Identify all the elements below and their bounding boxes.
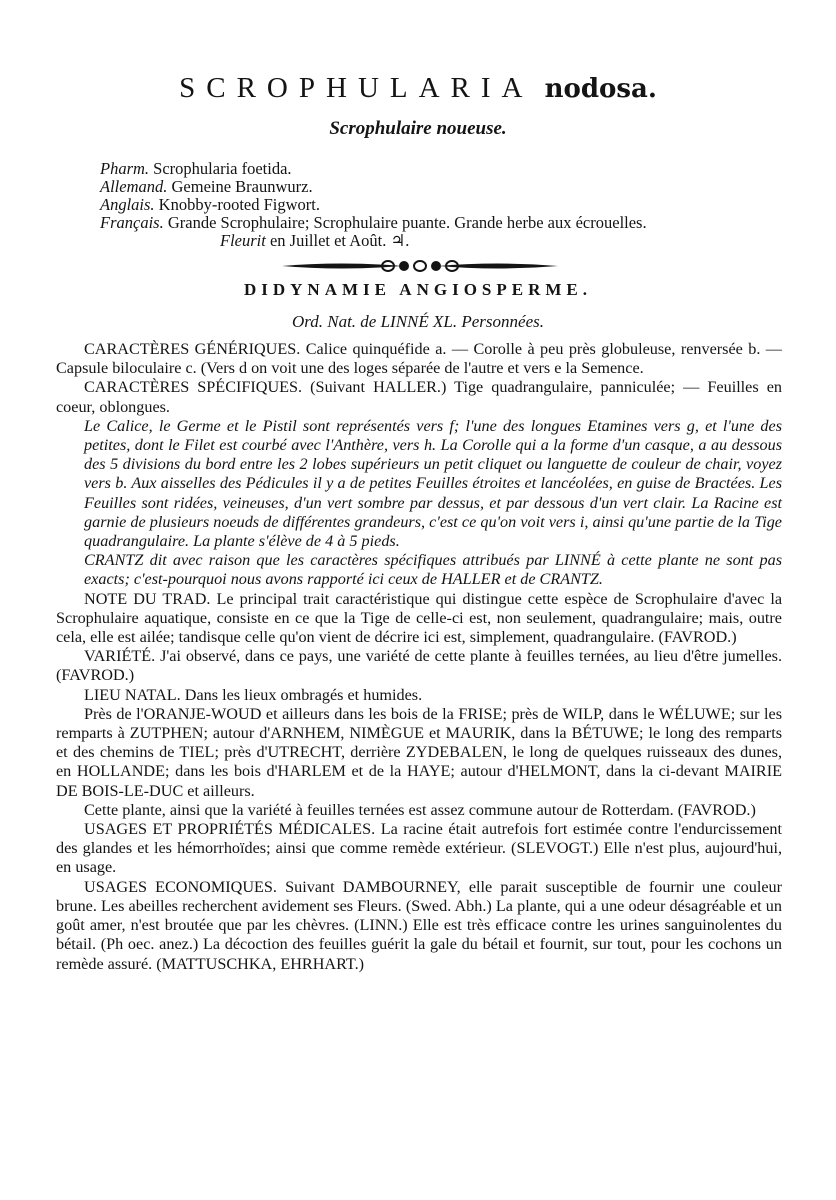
medical-uses: [56, 820, 782, 878]
name-row-pharm: [100, 160, 647, 178]
section-text: La racine était autrefois fort estimée contre l'endurcissement des glandes et les hémorrhoïdes; ainsi que comme remède extérieur. (SLEVOGT.) Elle n'est plus, aujourd'hui, en usage.: [56, 820, 783, 877]
section-heading: USAGES ECONOMIQUES.: [84, 877, 277, 896]
name-text: Gemeine Braunwurz.: [171, 177, 313, 196]
name-text: Knobby-rooted Figwort.: [158, 195, 320, 214]
translator-note: [56, 590, 782, 648]
section-text: Dans les lieux ombragés et humides.: [184, 685, 423, 704]
section-text: Le principal trait caractéristique qui distingue cette espèce de Scrophulaire d'avec la Scrophulaire aquatique, consiste en ce que la Tige de celle-ci est, non seulement, quadrangulaire; mais, outre cela, elle est ailée; tandisque celle qu'on vient de décrire ici est, simplement, quadrangulaire. (FAVROD.): [56, 589, 782, 647]
section-text: J'ai observé, dans ce pays, une variété de cette plante à feuilles ternées, au lieu d'être jumelles. (FAVROD.): [56, 647, 782, 685]
genus-name: SCROPHULARIA: [179, 72, 534, 104]
lang-label: Anglais.: [100, 195, 155, 214]
section-heading: LIEU NATAL.: [84, 685, 181, 704]
variety-paragraph: [56, 647, 782, 685]
description-body: [56, 340, 782, 974]
page-title: [0, 72, 836, 105]
species-name: nodosa.: [544, 74, 657, 104]
section-text: (Suivant HALLER.) Tige quadrangulaire, panniculée; — Feuilles en coeur, oblongues.: [56, 378, 783, 416]
crantz-paragraph: CRANTZ dit avec raison que les caractères spécifiques attribués par LINNÉ à cette plante ne sont pas exacts; c'est-pourquoi nous avons rapporté ici ceux de HALLER et de CRANTZ.: [84, 551, 782, 589]
linnean-class: DIDYNAMIE ANGIOSPERME.: [243, 280, 593, 299]
economic-uses: [56, 878, 782, 974]
italic-description: [56, 417, 782, 590]
name-text: Grande Scrophulaire; Scrophulaire puante. Grande herbe aux écrouelles.: [167, 213, 647, 232]
section-heading: CARACTÈRES SPÉCIFIQUES.: [84, 378, 303, 397]
section-heading: NOTE DU TRAD.: [84, 589, 211, 608]
natural-order: Ord. Nat. de LINNÉ XL. Personnées.: [291, 312, 544, 331]
ornamental-rule: [282, 257, 558, 275]
lang-label: Allemand.: [100, 177, 168, 196]
calice-paragraph: Le Calice, le Germe et le Pistil sont représentés vers f; l'une des longues Etamines vers g, et l'une des petites, dont le Filet est courbé avec l'Anthère, vers h. La Corolle qui a la forme d'un casque, a au dessous des 5 divisions du bord entre les 2 lobes supérieurs un petit cliquet ou languette de couleur de chair, voyez vers b. Aux aisselles des Pédicules il y a de petites Feuilles étroites et lancéolées, en guise de Bractées. Les Feuilles sont ridées, veineuses, d'un vert sombre par dessus, et par dessous d'un vert clair. La Racine est garnie de plusieurs noeuds de différentes grandeurs, c'est ce qu'on voit vers i, ainsi qu'une partie de la Tige quadrangulaire. La plante s'élève de 4 à 5 pieds.: [84, 416, 782, 551]
habitat-paragraph: [56, 686, 782, 705]
bloom-label: Fleurit: [220, 231, 266, 250]
section-text: Calice quinquéfide a. — Corolle à peu près globuleuse, renversée b. — Capsule biloculaire c. (Vers d on voit une des loges séparée de l'autre et vers e la Semence.: [56, 340, 782, 378]
lang-label: Pharm.: [100, 159, 150, 178]
name-row-francais: [100, 214, 647, 232]
name-text: Scrophularia foetida.: [153, 159, 292, 178]
section-heading: CARACTÈRES GÉNÉRIQUES.: [84, 340, 301, 358]
vernacular-names: [100, 160, 647, 250]
lang-label: Français.: [100, 213, 164, 232]
section-text: Suivant DAMBOURNEY, elle parait susceptible de fournir une couleur brune. Les abeilles recherchent avidement ses Fleurs. (Swed. Abh.) La plante, qui a une odeur désagréable et un goût amer, n'est broutée que par les chèvres. (LINN.) Elle est très efficace contre les urines sanguinolentes du bétail. (Ph oec. anez.) La décoction des feuilles guérit la gale du bétail et fournit, sur tout, pour les cochons un remède assuré. (MATTUSCHKA, EHRHART.): [56, 877, 783, 973]
bloom-text: en Juillet et Août. ♃.: [269, 231, 410, 250]
section-heading: USAGES ET PROPRIÉTÉS MÉDICALES.: [84, 820, 376, 839]
rotterdam-paragraph: Cette plante, ainsi que la variété à feuilles ternées est assez commune autour de Rotterdam. (FAVROD.): [84, 800, 756, 819]
french-name: Scrophulaire noueuse.: [329, 118, 507, 139]
bloom-row: [220, 232, 647, 250]
localities-paragraph: Près de l'ORANJE-WOUD et ailleurs dans les bois de la FRISE; près de WILP, dans le WÉLUWE; sur les remparts à ZUTPHEN; autour d'ARNHEM, NIMÈGUE et MAURIK, dans la BÉTUWE; le long des remparts et des chemins de TIEL; près d'UTRECHT, derrière ZYDEBALEN, le long de quelques ruisseaux des dunes, en HOLLANDE; dans les bois d'HARLEM et de la HAYE; autour d'HELMONT, dans la ci-devant MAIRIE DE BOIS-LE-DUC et ailleurs.: [56, 704, 782, 800]
name-row-allemand: [100, 178, 647, 196]
section-heading: VARIÉTÉ.: [84, 647, 156, 666]
specific-characters: [56, 378, 782, 416]
name-row-anglais: [100, 196, 647, 214]
generic-characters: [56, 340, 782, 378]
